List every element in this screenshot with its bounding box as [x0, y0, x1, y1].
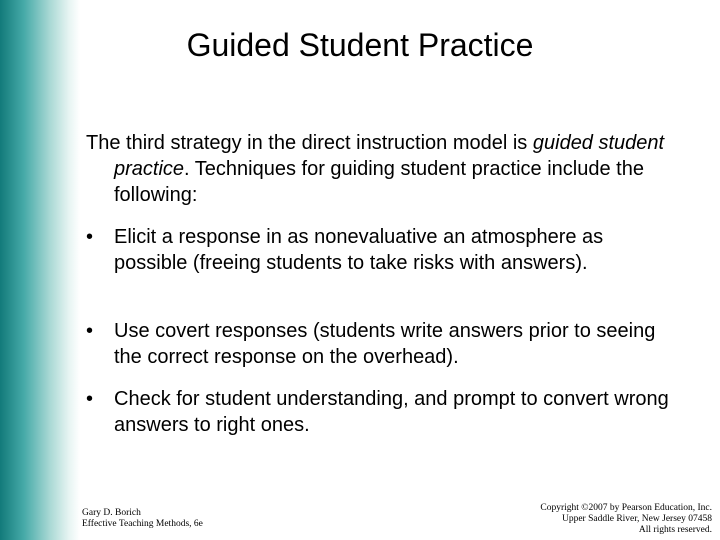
intro-text-before: The third strategy in the direct instruction model is [86, 132, 533, 154]
slide-title: Guided Student Practice [186, 27, 534, 63]
bullet-list-item-2-container [86, 318, 676, 370]
bullet-marker: • [86, 388, 94, 410]
bullet-text: Check for student understanding, and prompt to convert wrong answers to right ones. [114, 388, 669, 436]
footer-book-title: Effective Teaching Methods, 6e [82, 519, 203, 529]
bullet-item [86, 224, 676, 276]
bullet-list-item-1-container [86, 224, 676, 276]
bullet-list-item-3-container [86, 386, 676, 438]
footer-author-credit [82, 508, 203, 530]
bullet-marker: • [86, 320, 94, 342]
bullet-marker: • [86, 226, 94, 248]
bullet-item [86, 318, 676, 370]
footer-copyright [540, 503, 712, 536]
footer-rights: All rights reserved. [638, 525, 712, 535]
intro-paragraph [86, 130, 694, 208]
footer-author: Gary D. Borich [82, 508, 141, 518]
bullet-text: Elicit a response in as nonevaluative an atmosphere as possible (freeing students to take risks with answers). [114, 226, 604, 274]
intro-emphasis: guided student practice [114, 132, 665, 180]
accent-gradient-bar [0, 0, 80, 540]
intro-text-after: . Techniques for guiding student practice include the following: [114, 158, 644, 206]
bullet-item [86, 386, 676, 438]
bullet-text: Use covert responses (students write answers prior to seeing the correct response on the overhead). [114, 320, 656, 368]
footer-publisher-location: Upper Saddle River, New Jersey 07458 [561, 514, 712, 524]
footer-copyright-line: Copyright ©2007 by Pearson Education, Inc. [540, 503, 712, 513]
